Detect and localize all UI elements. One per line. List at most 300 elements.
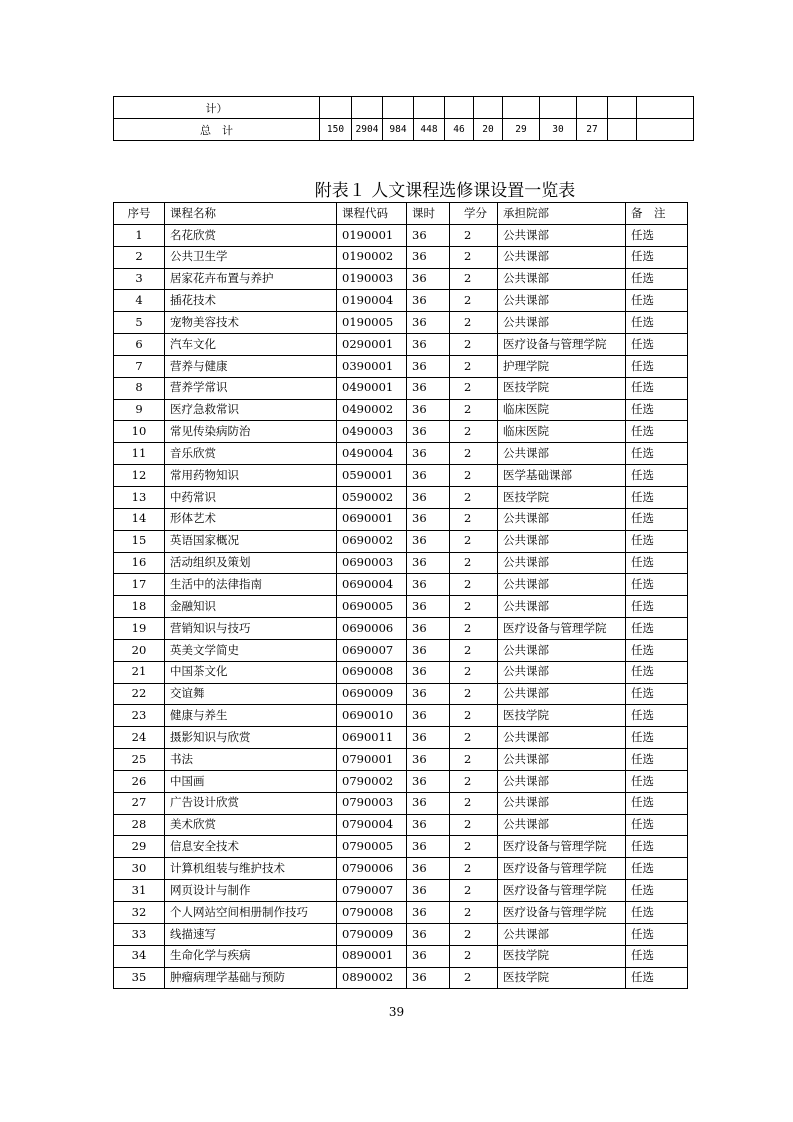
course-hours: 36 [407, 268, 450, 290]
course-note: 任选 [626, 377, 688, 399]
table-row [114, 683, 688, 705]
totals-cell: 29 [503, 119, 540, 141]
course-department: 临床医院 [498, 399, 626, 421]
course-hours: 36 [407, 486, 450, 508]
course-credits: 2 [450, 727, 498, 749]
course-credits: 2 [450, 334, 498, 356]
table-row [114, 596, 688, 618]
course-number: 20 [114, 639, 165, 661]
course-hours: 36 [407, 508, 450, 530]
course-code: 0690007 [337, 639, 407, 661]
table-row [114, 814, 688, 836]
course-credits: 2 [450, 945, 498, 967]
course-note: 任选 [626, 727, 688, 749]
course-name: 肿瘤病理学基础与预防 [165, 967, 337, 989]
course-hours: 36 [407, 814, 450, 836]
course-credits: 2 [450, 618, 498, 640]
table-row [114, 443, 688, 465]
course-note: 任选 [626, 421, 688, 443]
course-hours: 36 [407, 246, 450, 268]
course-department: 护理学院 [498, 355, 626, 377]
course-credits: 2 [450, 661, 498, 683]
course-code: 0790001 [337, 749, 407, 771]
course-hours: 36 [407, 836, 450, 858]
course-note: 任选 [626, 661, 688, 683]
course-number: 5 [114, 312, 165, 334]
course-note: 任选 [626, 705, 688, 727]
course-name: 形体艺术 [165, 508, 337, 530]
course-name: 名花欣赏 [165, 224, 337, 246]
course-department: 公共课部 [498, 683, 626, 705]
course-hours: 36 [407, 770, 450, 792]
course-credits: 2 [450, 312, 498, 334]
course-note: 任选 [626, 530, 688, 552]
course-number: 4 [114, 290, 165, 312]
table-row [114, 661, 688, 683]
course-name: 摄影知识与欣赏 [165, 727, 337, 749]
course-hours: 36 [407, 224, 450, 246]
course-hours: 36 [407, 880, 450, 902]
course-credits: 2 [450, 967, 498, 989]
course-number: 3 [114, 268, 165, 290]
course-credits: 2 [450, 639, 498, 661]
course-note: 任选 [626, 552, 688, 574]
course-credits: 2 [450, 268, 498, 290]
course-department: 公共课部 [498, 530, 626, 552]
course-hours: 36 [407, 443, 450, 465]
course-hours: 36 [407, 596, 450, 618]
course-code: 0790004 [337, 814, 407, 836]
column-header-notes: 备 注 [626, 203, 688, 225]
course-number: 22 [114, 683, 165, 705]
column-header-credits: 学分 [450, 203, 498, 225]
course-note: 任选 [626, 967, 688, 989]
course-number: 8 [114, 377, 165, 399]
course-note: 任选 [626, 770, 688, 792]
course-number: 21 [114, 661, 165, 683]
course-credits: 2 [450, 749, 498, 771]
course-credits: 2 [450, 530, 498, 552]
course-code: 0890002 [337, 967, 407, 989]
course-note: 任选 [626, 574, 688, 596]
table-heading: 附表１ 人文课程选修课设置一览表 [314, 181, 576, 201]
course-name: 公共卫生学 [165, 246, 337, 268]
course-hours: 36 [407, 792, 450, 814]
course-credits: 2 [450, 596, 498, 618]
column-header-number: 序号 [114, 203, 165, 225]
course-note: 任选 [626, 945, 688, 967]
course-code: 0390001 [337, 355, 407, 377]
course-name: 交谊舞 [165, 683, 337, 705]
course-department: 公共课部 [498, 224, 626, 246]
course-name: 英语国家概况 [165, 530, 337, 552]
course-code: 0690006 [337, 618, 407, 640]
course-code: 0190002 [337, 246, 407, 268]
course-hours: 36 [407, 552, 450, 574]
table-row [114, 399, 688, 421]
course-hours: 36 [407, 355, 450, 377]
totals-cell: 984 [383, 119, 414, 141]
course-department: 公共课部 [498, 639, 626, 661]
course-code: 0490002 [337, 399, 407, 421]
course-number: 17 [114, 574, 165, 596]
totals-cell: 448 [414, 119, 445, 141]
course-hours: 36 [407, 421, 450, 443]
course-hours: 36 [407, 465, 450, 487]
course-department: 公共课部 [498, 574, 626, 596]
course-number: 19 [114, 618, 165, 640]
course-code: 0490001 [337, 377, 407, 399]
summary-row-label: 计） [114, 97, 320, 119]
course-hours: 36 [407, 661, 450, 683]
course-hours: 36 [407, 399, 450, 421]
course-name: 医疗急救常识 [165, 399, 337, 421]
course-code: 0290001 [337, 334, 407, 356]
course-hours: 36 [407, 683, 450, 705]
course-name: 信息安全技术 [165, 836, 337, 858]
course-hours: 36 [407, 290, 450, 312]
course-department: 公共课部 [498, 770, 626, 792]
course-number: 16 [114, 552, 165, 574]
course-number: 34 [114, 945, 165, 967]
course-name: 英美文学简史 [165, 639, 337, 661]
course-number: 30 [114, 858, 165, 880]
course-credits: 2 [450, 377, 498, 399]
course-credits: 2 [450, 923, 498, 945]
course-department: 医疗设备与管理学院 [498, 880, 626, 902]
course-name: 金融知识 [165, 596, 337, 618]
course-number: 6 [114, 334, 165, 356]
course-credits: 2 [450, 421, 498, 443]
course-code: 0190003 [337, 268, 407, 290]
table-row [114, 945, 688, 967]
course-hours: 36 [407, 574, 450, 596]
table-row [114, 268, 688, 290]
course-name: 常见传染病防治 [165, 421, 337, 443]
course-code: 0790008 [337, 902, 407, 924]
course-number: 31 [114, 880, 165, 902]
course-number: 13 [114, 486, 165, 508]
table-row [114, 224, 688, 246]
course-department: 医技学院 [498, 967, 626, 989]
course-hours: 36 [407, 902, 450, 924]
course-credits: 2 [450, 465, 498, 487]
course-note: 任选 [626, 312, 688, 334]
course-credits: 2 [450, 224, 498, 246]
course-name: 插花技术 [165, 290, 337, 312]
course-hours: 36 [407, 377, 450, 399]
course-number: 10 [114, 421, 165, 443]
course-department: 公共课部 [498, 443, 626, 465]
course-code: 0690001 [337, 508, 407, 530]
totals-label: 总 计 [114, 119, 320, 141]
course-note: 任选 [626, 355, 688, 377]
course-code: 0690003 [337, 552, 407, 574]
course-department: 公共课部 [498, 923, 626, 945]
table-row [114, 902, 688, 924]
course-name: 书法 [165, 749, 337, 771]
course-note: 任选 [626, 508, 688, 530]
course-name: 中药常识 [165, 486, 337, 508]
course-note: 任选 [626, 443, 688, 465]
course-department: 公共课部 [498, 312, 626, 334]
course-number: 33 [114, 923, 165, 945]
course-note: 任选 [626, 399, 688, 421]
course-code: 0190004 [337, 290, 407, 312]
course-code: 0690005 [337, 596, 407, 618]
course-code: 0690011 [337, 727, 407, 749]
course-department: 公共课部 [498, 814, 626, 836]
course-name: 网页设计与制作 [165, 880, 337, 902]
course-name: 生命化学与疾病 [165, 945, 337, 967]
table-row [114, 836, 688, 858]
course-credits: 2 [450, 770, 498, 792]
table-row [114, 618, 688, 640]
course-note: 任选 [626, 923, 688, 945]
totals-cell: 30 [540, 119, 577, 141]
course-credits: 2 [450, 858, 498, 880]
course-credits: 2 [450, 290, 498, 312]
course-name: 中国画 [165, 770, 337, 792]
course-code: 0690008 [337, 661, 407, 683]
totals-row [114, 119, 694, 141]
course-name: 居家花卉布置与养护 [165, 268, 337, 290]
course-note: 任选 [626, 290, 688, 312]
course-credits: 2 [450, 355, 498, 377]
elective-course-table [113, 202, 688, 989]
table-row [114, 508, 688, 530]
course-code: 0490003 [337, 421, 407, 443]
course-name: 营养与健康 [165, 355, 337, 377]
course-code: 0790006 [337, 858, 407, 880]
course-code: 0490004 [337, 443, 407, 465]
course-credits: 2 [450, 836, 498, 858]
table-row [114, 312, 688, 334]
course-department: 医疗设备与管理学院 [498, 334, 626, 356]
table-row [114, 246, 688, 268]
course-note: 任选 [626, 334, 688, 356]
course-department: 临床医院 [498, 421, 626, 443]
course-note: 任选 [626, 683, 688, 705]
course-name: 常用药物知识 [165, 465, 337, 487]
course-number: 11 [114, 443, 165, 465]
course-number: 26 [114, 770, 165, 792]
course-note: 任选 [626, 814, 688, 836]
course-number: 15 [114, 530, 165, 552]
table-row [114, 574, 688, 596]
course-name: 健康与养生 [165, 705, 337, 727]
course-code: 0690009 [337, 683, 407, 705]
column-header-hours: 课时 [407, 203, 450, 225]
course-number: 25 [114, 749, 165, 771]
course-department: 医疗设备与管理学院 [498, 618, 626, 640]
course-code: 0790002 [337, 770, 407, 792]
table-row [114, 334, 688, 356]
course-code: 0890001 [337, 945, 407, 967]
course-number: 7 [114, 355, 165, 377]
table-row [114, 486, 688, 508]
course-number: 23 [114, 705, 165, 727]
course-code: 0690004 [337, 574, 407, 596]
course-department: 医学基础课部 [498, 465, 626, 487]
course-credits: 2 [450, 683, 498, 705]
course-credits: 2 [450, 443, 498, 465]
totals-cell: 20 [474, 119, 503, 141]
course-credits: 2 [450, 705, 498, 727]
totals-cell: 150 [320, 119, 352, 141]
course-number: 14 [114, 508, 165, 530]
course-department: 公共课部 [498, 246, 626, 268]
page-number: 39 [388, 1005, 405, 1019]
course-code: 0590001 [337, 465, 407, 487]
course-credits: 2 [450, 814, 498, 836]
course-department: 医疗设备与管理学院 [498, 902, 626, 924]
course-code: 0690002 [337, 530, 407, 552]
course-name: 活动组织及策划 [165, 552, 337, 574]
course-name: 计算机组装与维护技术 [165, 858, 337, 880]
totals-cell: 46 [445, 119, 474, 141]
summary-row [114, 97, 694, 119]
column-header-course-code: 课程代码 [337, 203, 407, 225]
course-name: 中国茶文化 [165, 661, 337, 683]
table-row [114, 967, 688, 989]
course-department: 公共课部 [498, 727, 626, 749]
course-department: 公共课部 [498, 596, 626, 618]
course-number: 9 [114, 399, 165, 421]
course-number: 35 [114, 967, 165, 989]
course-hours: 36 [407, 967, 450, 989]
table-row [114, 639, 688, 661]
table-row [114, 552, 688, 574]
totals-cell [637, 119, 694, 141]
totals-cell: 2904 [352, 119, 383, 141]
totals-cell: 27 [577, 119, 608, 141]
course-credits: 2 [450, 902, 498, 924]
table-row [114, 705, 688, 727]
course-credits: 2 [450, 880, 498, 902]
course-note: 任选 [626, 792, 688, 814]
course-hours: 36 [407, 858, 450, 880]
table-row [114, 465, 688, 487]
course-code: 0190005 [337, 312, 407, 334]
table-row [114, 858, 688, 880]
course-name: 生活中的法律指南 [165, 574, 337, 596]
course-department: 公共课部 [498, 290, 626, 312]
course-department: 医技学院 [498, 486, 626, 508]
course-number: 1 [114, 224, 165, 246]
course-hours: 36 [407, 639, 450, 661]
course-credits: 2 [450, 508, 498, 530]
course-department: 医疗设备与管理学院 [498, 858, 626, 880]
course-department: 医技学院 [498, 377, 626, 399]
course-number: 28 [114, 814, 165, 836]
course-name: 线描速写 [165, 923, 337, 945]
course-hours: 36 [407, 705, 450, 727]
column-header-department: 承担院部 [498, 203, 626, 225]
course-note: 任选 [626, 749, 688, 771]
course-number: 24 [114, 727, 165, 749]
course-note: 任选 [626, 902, 688, 924]
table-row [114, 880, 688, 902]
course-hours: 36 [407, 945, 450, 967]
course-code: 0590002 [337, 486, 407, 508]
course-credits: 2 [450, 246, 498, 268]
course-department: 公共课部 [498, 268, 626, 290]
course-department: 公共课部 [498, 661, 626, 683]
course-number: 27 [114, 792, 165, 814]
course-credits: 2 [450, 399, 498, 421]
course-name: 汽车文化 [165, 334, 337, 356]
course-department: 公共课部 [498, 552, 626, 574]
course-department: 医技学院 [498, 945, 626, 967]
summary-table-fragment [113, 96, 694, 141]
course-code: 0190001 [337, 224, 407, 246]
table-row [114, 530, 688, 552]
course-hours: 36 [407, 727, 450, 749]
course-credits: 2 [450, 486, 498, 508]
course-hours: 36 [407, 312, 450, 334]
course-note: 任选 [626, 596, 688, 618]
course-credits: 2 [450, 792, 498, 814]
course-note: 任选 [626, 880, 688, 902]
course-code: 0790005 [337, 836, 407, 858]
course-name: 营养学常识 [165, 377, 337, 399]
course-number: 29 [114, 836, 165, 858]
course-hours: 36 [407, 530, 450, 552]
course-note: 任选 [626, 858, 688, 880]
column-header-course-name: 课程名称 [165, 203, 337, 225]
course-code: 0790003 [337, 792, 407, 814]
course-department: 公共课部 [498, 508, 626, 530]
course-department: 医技学院 [498, 705, 626, 727]
course-note: 任选 [626, 224, 688, 246]
course-code: 0790009 [337, 923, 407, 945]
table-row [114, 749, 688, 771]
table-row [114, 792, 688, 814]
course-number: 32 [114, 902, 165, 924]
course-name: 广告设计欣赏 [165, 792, 337, 814]
course-name: 美术欣赏 [165, 814, 337, 836]
course-note: 任选 [626, 639, 688, 661]
table-row [114, 727, 688, 749]
course-hours: 36 [407, 618, 450, 640]
table-row [114, 770, 688, 792]
course-note: 任选 [626, 618, 688, 640]
course-code: 0790007 [337, 880, 407, 902]
table-row [114, 923, 688, 945]
course-note: 任选 [626, 465, 688, 487]
table-header-row [114, 203, 688, 225]
course-name: 个人网站空间相册制作技巧 [165, 902, 337, 924]
course-hours: 36 [407, 923, 450, 945]
course-hours: 36 [407, 749, 450, 771]
course-name: 营销知识与技巧 [165, 618, 337, 640]
table-row [114, 377, 688, 399]
course-note: 任选 [626, 246, 688, 268]
course-note: 任选 [626, 836, 688, 858]
course-department: 公共课部 [498, 749, 626, 771]
table-row [114, 290, 688, 312]
table-row [114, 421, 688, 443]
course-code: 0690010 [337, 705, 407, 727]
course-number: 12 [114, 465, 165, 487]
course-name: 音乐欣赏 [165, 443, 337, 465]
course-name: 宠物美容技术 [165, 312, 337, 334]
course-hours: 36 [407, 334, 450, 356]
course-note: 任选 [626, 268, 688, 290]
course-credits: 2 [450, 574, 498, 596]
course-credits: 2 [450, 552, 498, 574]
